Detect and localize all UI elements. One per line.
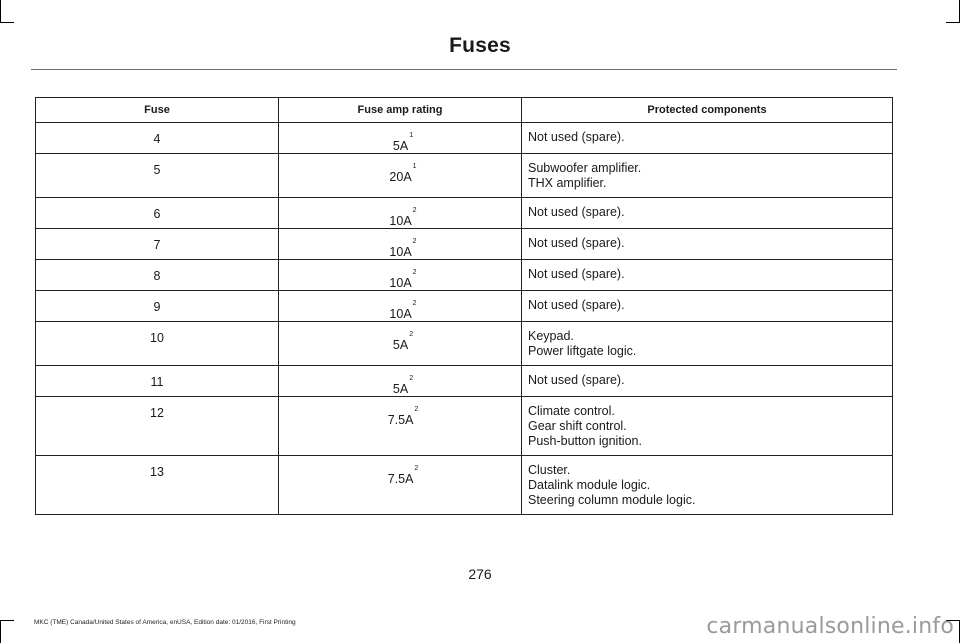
table-row xyxy=(36,123,893,154)
column-header-amp-rating: Fuse amp rating xyxy=(279,98,522,123)
amp-value: 5A xyxy=(392,139,409,153)
fuse-number: 11 xyxy=(150,375,164,389)
amp-rating xyxy=(279,260,521,290)
protected-component: Steering column module logic. xyxy=(528,493,696,507)
fuse-number: 6 xyxy=(153,207,161,221)
footnote-marker: 2 xyxy=(414,406,419,413)
crop-mark xyxy=(0,0,1,22)
fuse-cell xyxy=(36,291,279,322)
crop-mark xyxy=(0,620,14,621)
footnote-marker: 2 xyxy=(412,269,417,276)
fuse-cell xyxy=(36,456,279,515)
amp-value: 5A xyxy=(392,382,409,396)
amp-rating xyxy=(279,154,521,184)
table-row xyxy=(36,366,893,397)
protected-component: Datalink module logic. xyxy=(528,478,651,492)
table-row xyxy=(36,397,893,456)
amp-cell xyxy=(279,123,522,154)
amp-rating xyxy=(279,366,521,396)
amp-rating xyxy=(279,123,521,153)
protected-component: Push-button ignition. xyxy=(528,434,642,448)
amp-value: 5A xyxy=(392,338,409,352)
amp-value: 10A xyxy=(389,245,412,259)
amp-rating xyxy=(279,291,521,321)
column-header-fuse: Fuse xyxy=(36,98,279,123)
footnote-marker: 2 xyxy=(412,238,417,245)
watermark: carmanualsonline.info xyxy=(706,614,954,639)
amp-value: 7.5A xyxy=(387,472,414,486)
fuse-number: 9 xyxy=(153,300,161,314)
column-header-components: Protected components xyxy=(522,98,893,123)
table-row xyxy=(36,154,893,198)
fuse-number: 10 xyxy=(150,331,164,345)
amp-cell xyxy=(279,154,522,198)
protected-component: Not used (spare). xyxy=(528,205,625,219)
amp-value: 10A xyxy=(389,214,412,228)
footnote-marker: 2 xyxy=(414,465,419,472)
amp-rating xyxy=(279,322,521,352)
footnote-marker: 2 xyxy=(409,331,414,338)
crop-mark xyxy=(946,22,960,23)
amp-value: 10A xyxy=(389,307,412,321)
page-title: Fuses xyxy=(449,34,511,57)
components-cell xyxy=(522,322,893,366)
fuse-cell xyxy=(36,229,279,260)
fuse-number: 8 xyxy=(153,269,161,283)
amp-cell xyxy=(279,322,522,366)
components-cell xyxy=(522,198,893,229)
fuse-number: 12 xyxy=(150,406,164,420)
fuse-number: 4 xyxy=(153,132,161,146)
amp-cell xyxy=(279,260,522,291)
protected-component: Not used (spare). xyxy=(528,267,625,281)
components-cell xyxy=(522,456,893,515)
amp-cell xyxy=(279,198,522,229)
fuse-cell xyxy=(36,154,279,198)
components-cell xyxy=(522,291,893,322)
protected-component: Subwoofer amplifier. xyxy=(528,161,642,175)
amp-cell xyxy=(279,397,522,456)
crop-mark xyxy=(0,621,1,643)
fuse-cell xyxy=(36,260,279,291)
protected-component: Cluster. xyxy=(528,463,571,477)
components-cell xyxy=(522,260,893,291)
table-row xyxy=(36,456,893,515)
protected-component: Power liftgate logic. xyxy=(528,344,637,358)
table-row xyxy=(36,322,893,366)
footnote-marker: 1 xyxy=(409,132,414,139)
components-cell xyxy=(522,123,893,154)
amp-value: 7.5A xyxy=(387,413,414,427)
components-cell xyxy=(522,397,893,456)
table-row xyxy=(36,229,893,260)
fuse-number: 13 xyxy=(150,465,164,479)
fuse-cell xyxy=(36,322,279,366)
fuse-table xyxy=(35,97,893,515)
amp-rating xyxy=(279,456,521,486)
amp-rating xyxy=(279,397,521,427)
amp-cell xyxy=(279,366,522,397)
fuse-cell xyxy=(36,123,279,154)
protected-component: Keypad. xyxy=(528,329,574,343)
protected-component: Climate control. xyxy=(528,404,615,418)
fuse-cell xyxy=(36,198,279,229)
amp-value: 20A xyxy=(389,170,412,184)
components-cell xyxy=(522,229,893,260)
protected-component: Not used (spare). xyxy=(528,130,625,144)
footnote-marker: 2 xyxy=(409,375,414,382)
components-cell xyxy=(522,366,893,397)
fuse-cell xyxy=(36,397,279,456)
table-body xyxy=(36,123,893,515)
protected-component: Gear shift control. xyxy=(528,419,627,433)
protected-component: Not used (spare). xyxy=(528,373,625,387)
amp-rating xyxy=(279,198,521,228)
fuse-number: 7 xyxy=(153,238,161,252)
components-cell xyxy=(522,154,893,198)
protected-component: Not used (spare). xyxy=(528,298,625,312)
footnote-marker: 2 xyxy=(412,300,417,307)
protected-component: Not used (spare). xyxy=(528,236,625,250)
table-row xyxy=(36,260,893,291)
amp-cell xyxy=(279,229,522,260)
footnote-marker: 2 xyxy=(412,207,417,214)
footer-edition-text: MKC (TME) Canada/United States of America, enUSA, Edition date: 01/2016, First Printing xyxy=(34,619,296,626)
amp-cell xyxy=(279,291,522,322)
amp-rating xyxy=(279,229,521,259)
protected-component: THX amplifier. xyxy=(528,176,607,190)
crop-mark xyxy=(0,22,14,23)
amp-value: 10A xyxy=(389,276,412,290)
table-row xyxy=(36,291,893,322)
table-header-row xyxy=(36,98,893,123)
page-number: 276 xyxy=(468,566,492,582)
fuse-number: 5 xyxy=(153,163,161,177)
title-divider xyxy=(31,69,897,70)
amp-cell xyxy=(279,456,522,515)
footnote-marker: 1 xyxy=(412,163,417,170)
fuse-cell xyxy=(36,366,279,397)
table-row xyxy=(36,198,893,229)
